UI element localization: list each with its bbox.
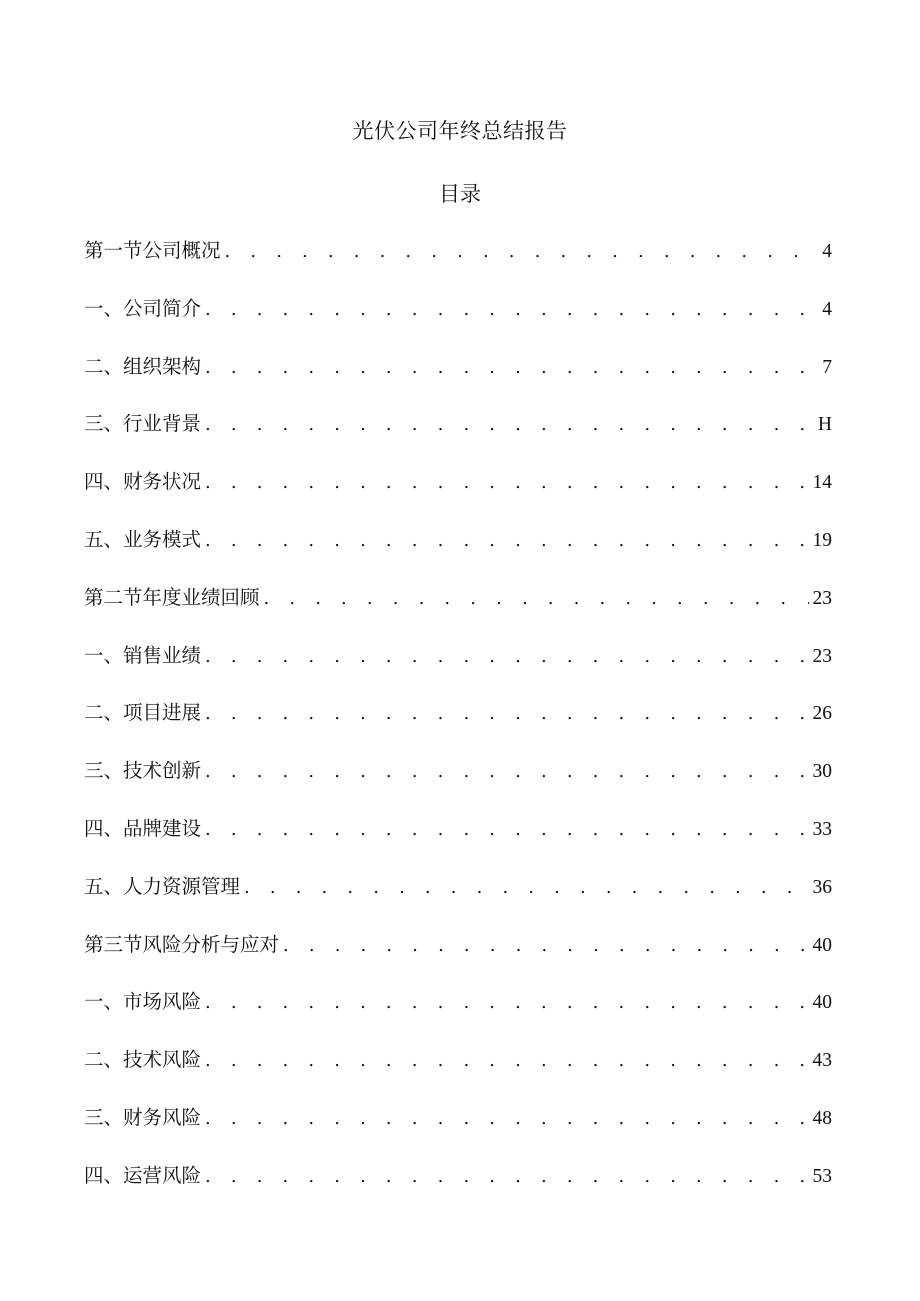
toc-dot-leader: [205, 699, 808, 729]
toc-entry[interactable]: [84, 409, 832, 467]
toc-dot-leader: [205, 1162, 808, 1192]
toc-entry-page-number: 48: [812, 1107, 832, 1129]
toc-entry[interactable]: [84, 583, 832, 641]
toc-dot-leader: [283, 931, 808, 961]
toc-entry-page-number: 4: [822, 298, 832, 320]
toc-entry-label: 第三节风险分析与应对: [84, 932, 280, 956]
toc-dot-leader: [225, 237, 819, 267]
toc-entry-label: 四、运营风险: [84, 1163, 202, 1187]
document-title: 光伏公司年终总结报告: [352, 119, 568, 143]
toc-entry[interactable]: [84, 1045, 832, 1103]
toc-entry[interactable]: [84, 930, 832, 988]
toc-entry-label: 三、技术创新: [84, 759, 202, 783]
toc-dot-leader: [205, 757, 808, 787]
toc-entry-page-number: 43: [812, 1050, 832, 1072]
toc-dot-leader: [205, 642, 808, 672]
toc-entry-page-number: 23: [812, 645, 832, 667]
toc-entry[interactable]: [84, 987, 832, 1045]
toc-entry-label: 三、行业背景: [84, 412, 202, 436]
toc-dot-leader: [205, 1046, 808, 1076]
toc-entry-page-number: 26: [812, 703, 832, 725]
toc-entry[interactable]: [84, 1103, 832, 1161]
toc-dot-leader: [205, 410, 814, 440]
toc-entry[interactable]: [84, 641, 832, 699]
toc-entry-page-number: 19: [812, 529, 832, 551]
toc-dot-leader: [244, 873, 808, 903]
toc-entry[interactable]: [84, 814, 832, 872]
toc-entry-label: 第二节年度业绩回顾: [84, 585, 260, 609]
toc-entry[interactable]: [84, 1161, 832, 1219]
toc-entry[interactable]: [84, 352, 832, 410]
toc-entry-label: 五、业务模式: [84, 527, 202, 551]
toc-entry[interactable]: [84, 467, 832, 525]
toc-entry-page-number: 23: [812, 587, 832, 609]
toc-entry[interactable]: [84, 294, 832, 352]
toc-dot-leader: [205, 468, 808, 498]
toc-entry-label: 一、公司简介: [84, 296, 202, 320]
toc-dot-leader: [205, 1104, 808, 1134]
toc-entry-page-number: 4: [822, 241, 832, 262]
toc-entry-label: 四、品牌建设: [84, 816, 202, 840]
toc-entry-label: 四、财务状况: [84, 470, 202, 494]
toc-entry-label: 第一节公司概况: [84, 239, 221, 262]
toc-dot-leader: [205, 988, 808, 1018]
toc-dot-leader: [264, 584, 809, 614]
toc-entry[interactable]: [84, 872, 832, 930]
toc-entry-label: 二、技术风险: [84, 1048, 202, 1072]
toc-entry-label: 二、项目进展: [84, 701, 202, 725]
toc-entry-label: 一、市场风险: [84, 990, 202, 1014]
toc-dot-leader: [205, 526, 808, 556]
toc-entry-label: 一、销售业绩: [84, 643, 202, 667]
toc-dot-leader: [205, 815, 808, 845]
toc-entry-page-number: 36: [812, 876, 832, 898]
toc-entry-page-number: 40: [812, 934, 832, 956]
toc-entry-page-number: 40: [812, 992, 832, 1014]
table-of-contents: [84, 236, 832, 1219]
toc-entry[interactable]: [84, 525, 832, 583]
toc-entry[interactable]: [84, 698, 832, 756]
toc-entry-label: 二、组织架构: [84, 354, 202, 378]
toc-entry-page-number: 33: [812, 818, 832, 840]
toc-entry-page-number: 30: [812, 761, 832, 783]
toc-entry-page-number: 53: [812, 1165, 832, 1187]
toc-entry-label: 五、人力资源管理: [84, 874, 241, 898]
toc-dot-leader: [205, 353, 818, 383]
toc-entry-page-number: H: [817, 414, 832, 436]
toc-entry[interactable]: [84, 236, 832, 294]
toc-dot-leader: [205, 295, 818, 325]
toc-entry-label: 三、财务风险: [84, 1105, 202, 1129]
toc-entry-page-number: 14: [812, 472, 832, 494]
toc-entry-page-number: 7: [822, 356, 832, 378]
toc-entry[interactable]: [84, 756, 832, 814]
toc-heading: 目录: [439, 182, 481, 206]
